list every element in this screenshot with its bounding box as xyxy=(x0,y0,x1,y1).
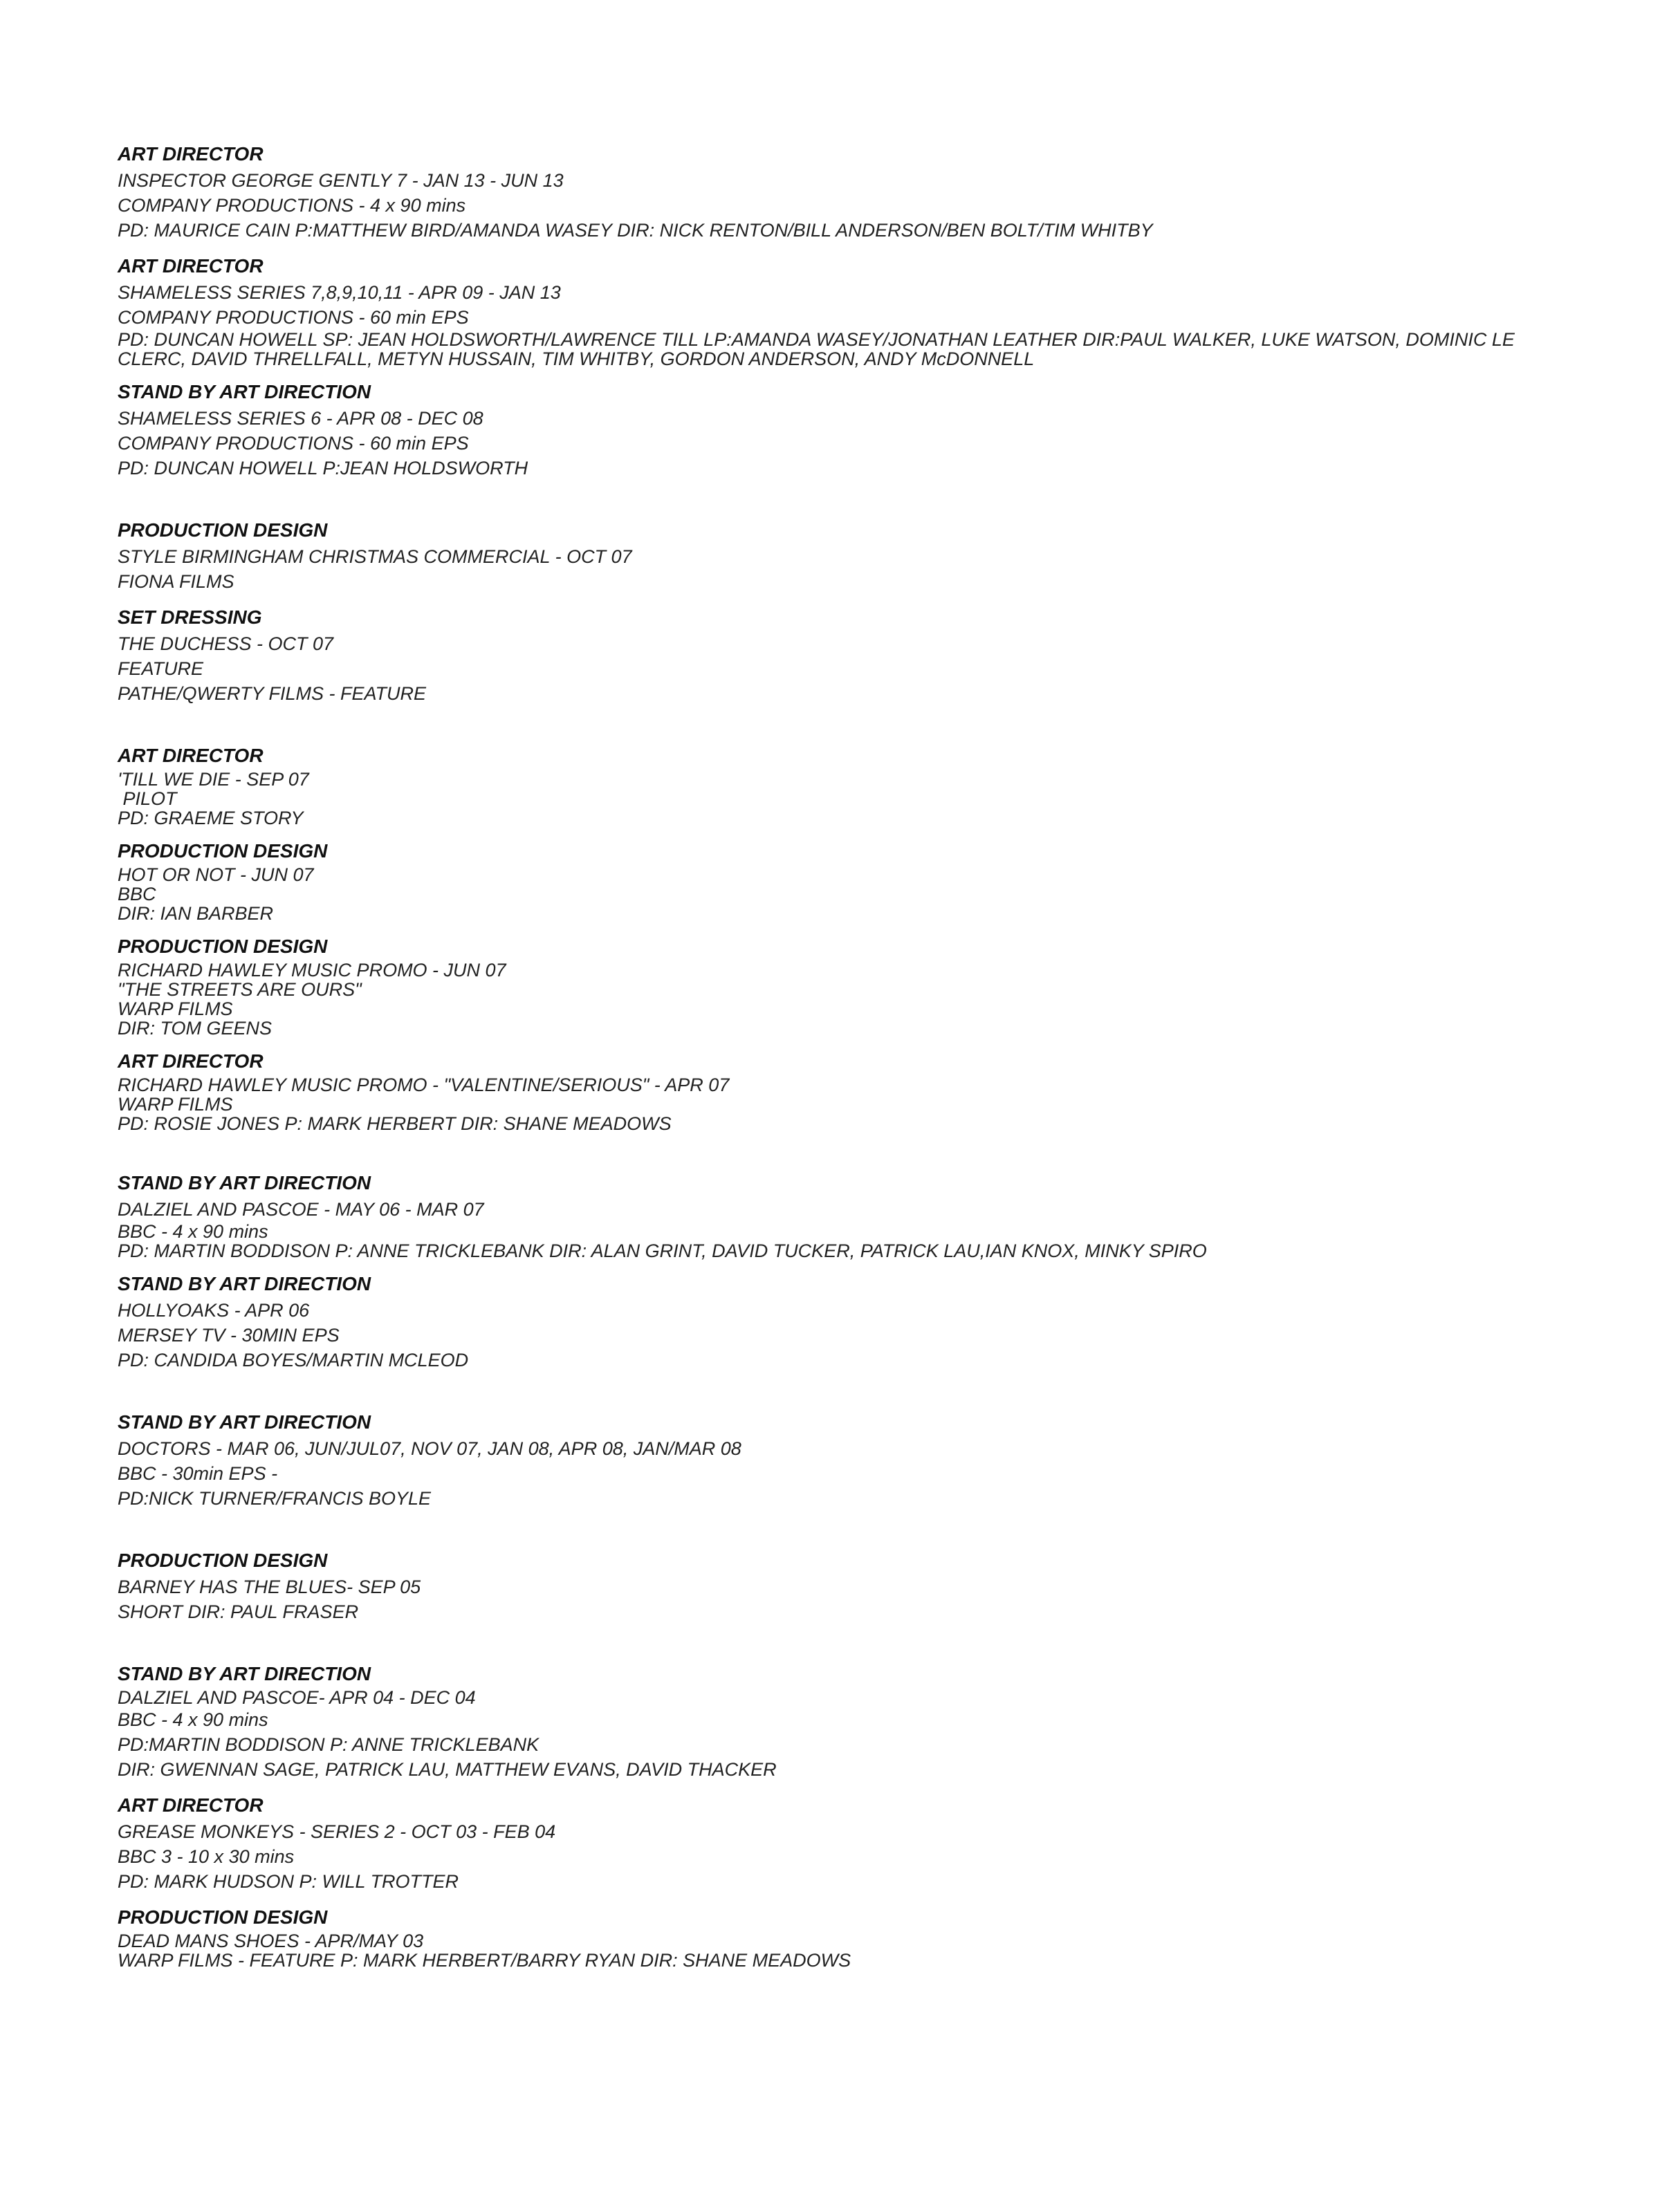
credit-entry xyxy=(118,605,1591,706)
credit-role: PRODUCTION DESIGN xyxy=(118,519,328,541)
credit-line: RICHARD HAWLEY MUSIC PROMO - JUN 07 xyxy=(118,960,506,980)
credit-role: ART DIRECTOR xyxy=(118,143,264,165)
credit-role: PRODUCTION DESIGN xyxy=(118,936,328,957)
credit-role: ART DIRECTOR xyxy=(118,1794,264,1816)
credit-line: WARP FILMS xyxy=(118,998,233,1019)
credit-line: MERSEY TV - 30MIN EPS xyxy=(118,1325,340,1346)
credit-line: DIR: TOM GEENS xyxy=(118,1018,273,1039)
credit-line: PD: ROSIE JONES P: MARK HERBERT DIR: SHANE MEADOWS xyxy=(118,1113,672,1134)
credit-line: PD: DUNCAN HOWELL P:JEAN HOLDSWORTH xyxy=(118,458,528,478)
credit-line: BBC 3 - 10 x 30 mins xyxy=(118,1846,295,1867)
credit-role: STAND BY ART DIRECTION xyxy=(118,1411,371,1433)
credits-list xyxy=(118,142,1591,1970)
credit-line: DALZIEL AND PASCOE - MAY 06 - MAR 07 xyxy=(118,1199,484,1220)
credit-role: SET DRESSING xyxy=(118,606,262,628)
credit-line: STYLE BIRMINGHAM CHRISTMAS COMMERCIAL - OCT 07 xyxy=(118,546,632,567)
credit-line: SHAMELESS SERIES 6 - APR 08 - DEC 08 xyxy=(118,408,483,429)
credit-line: DOCTORS - MAR 06, JUN/JUL07, NOV 07, JAN 08, APR 08, JAN/MAR 08 xyxy=(118,1438,741,1459)
credit-line: DIR: GWENNAN SAGE, PATRICK LAU, MATTHEW EVANS, DAVID THACKER xyxy=(118,1759,777,1780)
credit-line: PD: MARTIN BODDISON P: ANNE TRICKLEBANK DIR: ALAN GRINT, DAVID TUCKER, PATRICK LAU,IAN KNOX, MINKY SPIRO xyxy=(118,1240,1207,1261)
credit-role: ART DIRECTOR xyxy=(118,255,264,277)
credit-line: COMPANY PRODUCTIONS - 60 min EPS xyxy=(118,307,469,328)
credit-entry xyxy=(118,1548,1591,1624)
credit-entry xyxy=(118,254,1591,369)
credit-entry xyxy=(118,1171,1591,1261)
credit-line: BBC - 30min EPS - xyxy=(118,1463,278,1484)
credit-line: "THE STREETS ARE OURS" xyxy=(118,979,362,1000)
credit-line: THE DUCHESS - OCT 07 xyxy=(118,633,334,654)
credit-line: BBC - 4 x 90 mins xyxy=(118,1221,268,1242)
credit-line: PD: MAURICE CAIN P:MATTHEW BIRD/AMANDA WASEY DIR: NICK RENTON/BILL ANDERSON/BEN BOLT/TIM WHITBY xyxy=(118,220,1153,241)
credit-role: PRODUCTION DESIGN xyxy=(118,1906,328,1928)
credit-line: DEAD MANS SHOES - APR/MAY 03 xyxy=(118,1931,424,1951)
credit-line: COMPANY PRODUCTIONS - 60 min EPS xyxy=(118,433,469,454)
credit-entry xyxy=(118,934,1591,1038)
credit-line: PD:NICK TURNER/FRANCIS BOYLE xyxy=(118,1488,432,1509)
credit-line: BBC - 4 x 90 mins xyxy=(118,1709,268,1730)
credit-entry xyxy=(118,1905,1591,1970)
credit-line: PD: DUNCAN HOWELL SP: JEAN HOLDSWORTH/LAWRENCE TILL LP:AMANDA WASEY/JONATHAN LEATHER DIR:PAUL WALKER, LUKE WATSON, DOMINIC LE xyxy=(118,329,1515,350)
credit-line: FEATURE xyxy=(118,658,204,679)
credit-line: BARNEY HAS THE BLUES- SEP 05 xyxy=(118,1577,421,1597)
credit-line: RICHARD HAWLEY MUSIC PROMO - "VALENTINE/SERIOUS" - APR 07 xyxy=(118,1075,730,1095)
credit-line: PD: CANDIDA BOYES/MARTIN MCLEOD xyxy=(118,1350,469,1370)
credit-line: WARP FILMS - FEATURE P: MARK HERBERT/BARRY RYAN DIR: SHANE MEADOWS xyxy=(118,1950,851,1971)
credit-entry xyxy=(118,1662,1591,1782)
credit-line: FIONA FILMS xyxy=(118,571,234,592)
credit-line: BBC xyxy=(118,884,156,904)
credit-line: PD: MARK HUDSON P: WILL TROTTER xyxy=(118,1871,459,1892)
credit-line: PATHE/QWERTY FILMS - FEATURE xyxy=(118,683,427,704)
credit-role: STAND BY ART DIRECTION xyxy=(118,381,371,402)
credit-role: STAND BY ART DIRECTION xyxy=(118,1273,371,1294)
credit-line: DIR: IAN BARBER xyxy=(118,903,274,924)
credit-entry xyxy=(118,1272,1591,1373)
credit-line: 'TILL WE DIE - SEP 07 xyxy=(118,769,309,790)
credit-entry xyxy=(118,518,1591,594)
credit-role: STAND BY ART DIRECTION xyxy=(118,1172,371,1193)
credit-line: DALZIEL AND PASCOE- APR 04 - DEC 04 xyxy=(118,1687,476,1708)
credit-role: ART DIRECTOR xyxy=(118,1050,264,1072)
credit-entry xyxy=(118,1410,1591,1511)
credit-line: GREASE MONKEYS - SERIES 2 - OCT 03 - FEB 04 xyxy=(118,1821,556,1842)
credit-role: STAND BY ART DIRECTION xyxy=(118,1663,371,1684)
credit-line: HOT OR NOT - JUN 07 xyxy=(118,864,314,885)
credit-line: PILOT xyxy=(118,788,177,809)
credit-entry xyxy=(118,839,1591,923)
credit-role: ART DIRECTOR xyxy=(118,745,264,766)
credit-line: CLERC, DAVID THRELLFALL, METYN HUSSAIN, TIM WHITBY, GORDON ANDERSON, ANDY McDONNELL xyxy=(118,348,1035,369)
credit-line: SHAMELESS SERIES 7,8,9,10,11 - APR 09 - JAN 13 xyxy=(118,282,561,303)
credit-line: COMPANY PRODUCTIONS - 4 x 90 mins xyxy=(118,195,466,216)
credit-entry xyxy=(118,743,1591,828)
credit-line: HOLLYOAKS - APR 06 xyxy=(118,1300,310,1321)
credit-entry xyxy=(118,1793,1591,1894)
credit-entry xyxy=(118,380,1591,481)
credit-role: PRODUCTION DESIGN xyxy=(118,1550,328,1571)
credit-entry xyxy=(118,1049,1591,1133)
credit-line: SHORT DIR: PAUL FRASER xyxy=(118,1601,359,1622)
credit-entry xyxy=(118,142,1591,243)
credit-role: PRODUCTION DESIGN xyxy=(118,840,328,862)
credit-line: INSPECTOR GEORGE GENTLY 7 - JAN 13 - JUN 13 xyxy=(118,170,564,191)
credit-line: PD:MARTIN BODDISON P: ANNE TRICKLEBANK xyxy=(118,1734,540,1755)
credit-line: PD: GRAEME STORY xyxy=(118,808,304,828)
credit-line: WARP FILMS xyxy=(118,1094,233,1115)
